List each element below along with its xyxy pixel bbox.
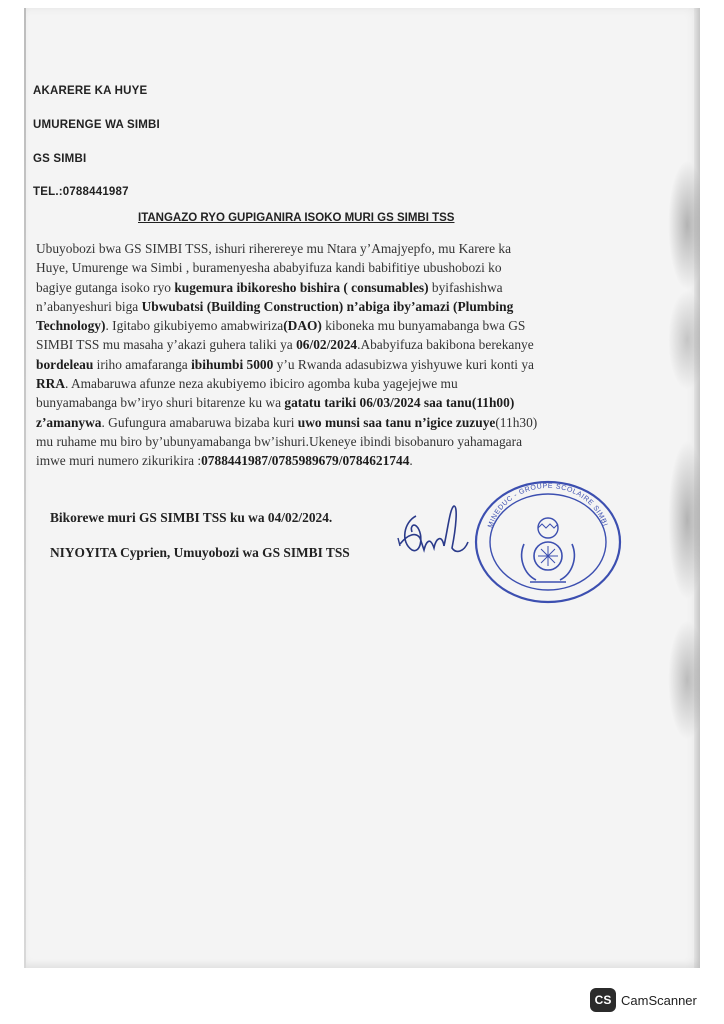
scan-smudge (668, 620, 700, 740)
telephone-line: TEL.:0788441987 (33, 186, 129, 198)
body-line: bordeleau iriho amafaranga ibihumbi 5000 y’u Rwanda adasubizwa yishyuwe kuri konti ya (36, 356, 534, 372)
sector-line: UMURENGE WA SIMBI (33, 119, 160, 131)
svg-text:MINEDUC - GROUPE SCOLAIRE SIMB: MINEDUC - GROUPE SCOLAIRE SIMBI (487, 482, 609, 529)
body-line: Ubuyobozi bwa GS SIMBI TSS, ishuri riherereye mu Ntara y’Amajyepfo, mu Karere ka (36, 241, 512, 256)
handwritten-signature (394, 498, 474, 568)
body-line: n’abanyeshuri biga Ubwubatsi (Building Construction) n’abiga iby’amazi (Plumbing (36, 298, 514, 314)
body-line: Huye, Umurenge wa Simbi , buramenyesha ababyifuza kandi babifitiye ubushobozi ko (36, 260, 502, 276)
district-line: AKARERE KA HUYE (33, 85, 148, 97)
camscanner-logo: CS (590, 988, 616, 1012)
announcement-body (36, 239, 636, 471)
body-line: bunyamabanga bw’iryo shuri bitarenze ku wa gatatu tariki 06/03/2024 saa tanu(11h00) (36, 395, 515, 411)
official-stamp (468, 478, 628, 606)
body-line: RRA. Amabaruwa afunze neza akubiyemo ibiciro agomba kuba yagejejwe mu (36, 376, 458, 392)
scan-smudge (668, 290, 700, 390)
body-line: imwe muri numero zikurikira :0788441987/0785989679/0784621744. (36, 453, 413, 469)
announcement-title: ITANGAZO RYO GUPIGANIRA ISOKO MURI GS SIMBI TSS (138, 212, 455, 224)
camscanner-label: CamScanner (621, 993, 697, 1008)
date-line: Bikorewe muri GS SIMBI TSS ku wa 04/02/2024. (50, 510, 333, 525)
rwanda-emblem-icon (522, 518, 575, 582)
body-line: Technology). Igitabo gikubiyemo amabwiriza(DAO) kiboneka mu bunyamabanga bwa GS (36, 318, 526, 334)
signatory-line: NIYOYITA Cyprien, Umuyobozi wa GS SIMBI TSS (50, 545, 350, 560)
scan-smudge (668, 440, 700, 600)
body-line: z’amanywa. Gufungura amabaruwa bizaba kuri uwo munsi saa tanu n’igice zuzuye(11h30) (36, 414, 538, 430)
school-line: GS SIMBI (33, 153, 87, 165)
body-line: bagiye gutanga isoko ryo kugemura ibikoresho bishira ( consumables) byifashishwa (36, 279, 503, 295)
scan-edge-left (24, 8, 26, 968)
body-line: mu ruhame mu biro by’ubunyamabanga bw’ishuri.Ukeneye ibindi bisobanuro yahamagara (36, 433, 523, 449)
body-line: SIMBI TSS mu masaha y’akazi guhera taliki ya 06/02/2024.Ababyifuza bakibona berekanye (36, 337, 534, 353)
scan-smudge (668, 160, 700, 290)
